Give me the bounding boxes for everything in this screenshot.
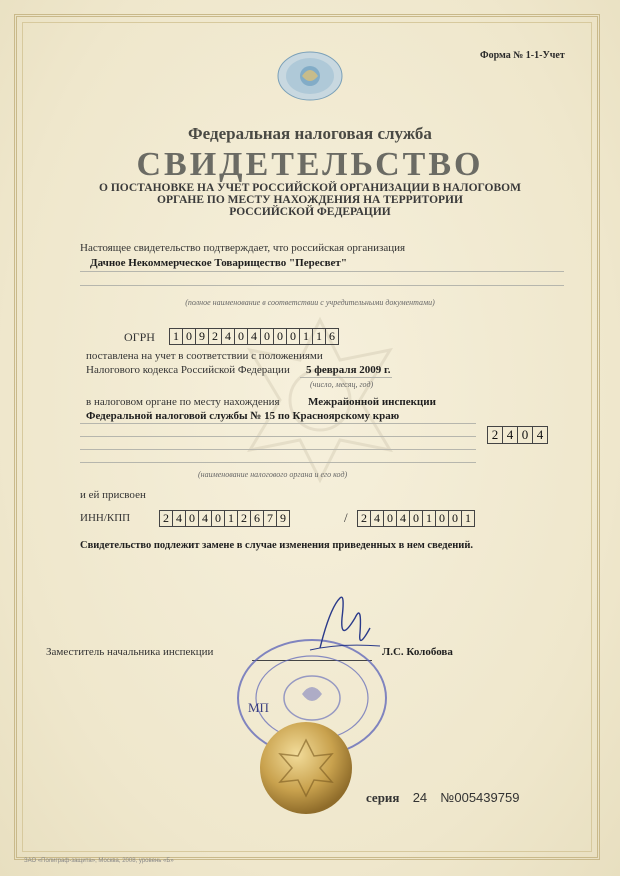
confirmation-text: Настоящее свидетельство подтверждает, что российская организация [80, 242, 406, 254]
ogrn-digit: 6 [325, 328, 339, 345]
ogrn-digits [170, 328, 339, 345]
replacement-notice: Свидетельство подлежит замене в случае изменения приведенных в нем сведений. [80, 540, 474, 551]
document-title: СВИДЕТЕЛЬСТВО [136, 146, 484, 183]
kpp-digit: 1 [422, 510, 436, 527]
ogrn-digit: 2 [208, 328, 222, 345]
kpp-digits [358, 510, 475, 527]
stamp-place-label: МП [248, 700, 269, 715]
hologram-emblem-icon [276, 50, 344, 102]
gold-seal-icon [258, 720, 354, 816]
tax-code-text: Налогового кодекса Российской Федерации [86, 364, 290, 376]
tax-office-text: в налоговом органе по месту нахождения [86, 396, 280, 408]
inn-digit: 2 [159, 510, 173, 527]
ogrn-digit: 4 [221, 328, 235, 345]
inn-digit: 0 [211, 510, 225, 527]
document-subtitle [80, 182, 540, 218]
registration-date: 5 февраля 2009 г. [306, 364, 391, 376]
tax-office-code [488, 426, 548, 444]
inn-digit: 6 [250, 510, 264, 527]
inn-digits [160, 510, 290, 527]
form-number: Форма № 1-1-Учет [480, 50, 565, 61]
ogrn-digit: 0 [234, 328, 248, 345]
inn-digit: 0 [185, 510, 199, 527]
ogrn-digit: 0 [273, 328, 287, 345]
subtitle-line: О ПОСТАНОВКЕ НА УЧЕТ РОССИЙСКОЙ ОРГАНИЗАЦИИ В НАЛОГОВОМ [99, 182, 521, 194]
org-name-caption: (полное наименование в соответствии с учредительными документами) [185, 298, 435, 307]
serial-series: 24 [412, 790, 428, 805]
serial-number-value: №005439759 [440, 790, 520, 805]
assigned-text: и ей присвоен [80, 489, 146, 501]
tax-office-name: Межрайонной инспекции [308, 396, 436, 408]
signature-icon [300, 588, 390, 658]
date-caption: (число, месяц, год) [310, 380, 374, 389]
serial-label: серия [366, 790, 400, 805]
ogrn-digit: 1 [169, 328, 183, 345]
tax-office-code-digit: 4 [532, 426, 548, 444]
ogrn-label: ОГРН [124, 330, 155, 344]
kpp-digit: 4 [396, 510, 410, 527]
kpp-digit: 0 [409, 510, 423, 527]
inn-digit: 9 [276, 510, 290, 527]
inn-kpp-separator: / [344, 510, 348, 525]
signatory-position: Заместитель начальника инспекции [46, 646, 214, 658]
tax-office-name-line2: Федеральной налоговой службы № 15 по Красноярскому краю [86, 410, 400, 422]
tax-office-code-digit: 4 [502, 426, 518, 444]
inn-kpp-label: ИНН/КПП [80, 512, 131, 524]
serial-number [366, 790, 519, 806]
kpp-digit: 0 [448, 510, 462, 527]
ogrn-digit: 1 [299, 328, 313, 345]
inn-digit: 1 [224, 510, 238, 527]
printer-footer: ЗАО «Полиграф-защита», Москва, 2008, уровень «Б» [24, 858, 174, 864]
kpp-digit: 4 [370, 510, 384, 527]
signatory-name: Л.С. Колобова [382, 646, 453, 658]
kpp-digit: 1 [461, 510, 475, 527]
ogrn-digit: 1 [312, 328, 326, 345]
tax-office-caption: (наименование налогового органа и его код) [198, 470, 348, 479]
inn-digit: 4 [172, 510, 186, 527]
ogrn-digit: 9 [195, 328, 209, 345]
registered-text: поставлена на учет в соответствии с положениями [86, 350, 323, 362]
ogrn-digit: 4 [247, 328, 261, 345]
inn-digit: 4 [198, 510, 212, 527]
agency-name: Федеральная налоговая служба [188, 124, 432, 143]
tax-office-code-digit: 0 [517, 426, 533, 444]
kpp-digit: 0 [435, 510, 449, 527]
tax-office-code-digit: 2 [487, 426, 503, 444]
inn-digit: 2 [237, 510, 251, 527]
kpp-digit: 2 [357, 510, 371, 527]
subtitle-line: ОРГАНЕ ПО МЕСТУ НАХОЖДЕНИЯ НА ТЕРРИТОРИИ [157, 194, 463, 206]
kpp-digit: 0 [383, 510, 397, 527]
subtitle-line: РОССИЙСКОЙ ФЕДЕРАЦИИ [229, 206, 391, 218]
ogrn-digit: 0 [260, 328, 274, 345]
organization-name: Дачное Некоммерческое Товарищество "Пересвет" [90, 257, 347, 269]
ogrn-digit: 0 [182, 328, 196, 345]
inn-digit: 7 [263, 510, 277, 527]
ogrn-digit: 0 [286, 328, 300, 345]
